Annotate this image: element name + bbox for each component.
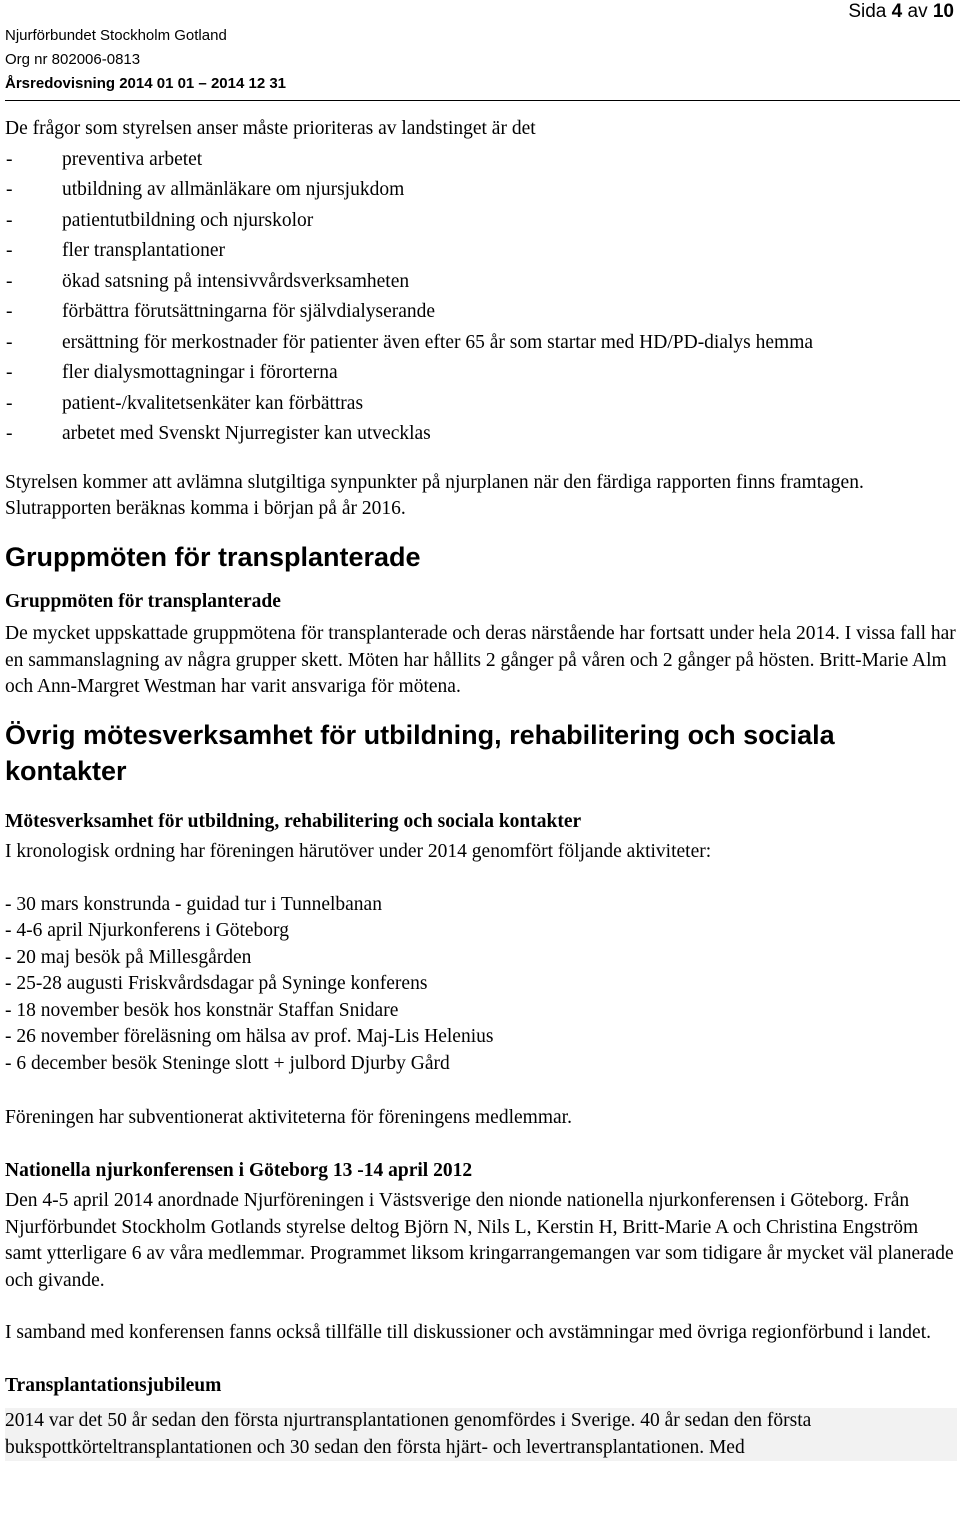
list-item: - fler dialysmottagningar i förorterna bbox=[6, 362, 338, 383]
subheading-conference: Nationella njurkonferensen i Göteborg 13 -14 april 2012 bbox=[5, 1159, 473, 1181]
page-separator: av bbox=[907, 1, 928, 22]
header-divider bbox=[5, 100, 960, 101]
list-item: - preventiva arbetet bbox=[6, 148, 203, 170]
document-body bbox=[5, 114, 957, 1461]
list-item: - 20 maj besök på Millesgården bbox=[5, 946, 252, 968]
activities-list bbox=[5, 892, 957, 1078]
priorities-intro: De frågor som styrelsen anser måste prioriteras av landstinget är det bbox=[5, 118, 536, 139]
subheading-other-meetings: Mötesverksamhet för utbildning, rehabilitering och sociala kontakter bbox=[5, 810, 582, 832]
page-header bbox=[5, 24, 286, 96]
list-item: - 26 november föreläsning om hälsa av prof. Maj-Lis Helenius bbox=[5, 1026, 494, 1047]
priorities-list bbox=[5, 145, 957, 450]
list-item: - 4-6 april Njurkonferens i Göteborg bbox=[5, 920, 289, 941]
list-item: - 6 december besök Steninge slott + julbord Djurby Gård bbox=[5, 1052, 450, 1074]
subheading-group-meetings: Gruppmöten för transplanterade bbox=[5, 590, 281, 612]
section-heading-group-meetings: Gruppmöten för transplanterade bbox=[5, 541, 421, 572]
section-heading-other-meetings: Övrig mötesverksamhet för utbildning, rehabilitering och sociala kontakter bbox=[5, 719, 835, 786]
priorities-conclusion: Styrelsen kommer att avlämna slutgiltiga synpunkter på njurplanen när den färdiga rapporten finns framtagen. Slutrapporten beräknas komma i början på år 2016. bbox=[5, 471, 864, 519]
list-item: - patientutbildning och njurskolor bbox=[6, 209, 314, 231]
list-item: - fler transplantationer bbox=[6, 240, 225, 261]
page-total: 10 bbox=[932, 1, 954, 22]
list-item: - arbetet med Svenskt Njurregister kan utvecklas bbox=[6, 423, 431, 444]
conference-text: Den 4-5 april 2014 anordnade Njurföreningen i Västsverige den nionde nationella njurkonferensen i Göteborg. Från Njurförbundet Stockholm Gotlands styrelse deltog Björn N, Nils L, Kerstin H, Britt-Marie A och Christina Engström samt ytterligare 6 av våra medlemmar. Programmet liksom kringarrangemangen var som tidigare år mycket väl planerade och givande. bbox=[5, 1190, 954, 1291]
list-item: - 25-28 augusti Friskvårdsdagar på Syninge konferens bbox=[5, 973, 428, 994]
page-number bbox=[848, 0, 954, 24]
page-current: 4 bbox=[891, 1, 903, 22]
list-item: - ökad satsning på intensivvårdsverksamheten bbox=[6, 270, 410, 292]
list-item: - förbättra förutsättningarna för självdialyserande bbox=[6, 301, 436, 322]
report-period: Årsredovisning 2014 01 01 – 2014 12 31 bbox=[5, 75, 287, 92]
list-item: - ersättning för merkostnader för patienter även efter 65 år som startar med HD/PD-dialys hemma bbox=[6, 331, 814, 353]
activities-intro: I kronologisk ordning har föreningen härutöver under 2014 genomfört följande aktiviteter: bbox=[5, 841, 712, 862]
subsidy-text: Föreningen har subventionerat aktiviteterna för föreningens medlemmar. bbox=[5, 1107, 572, 1128]
group-meetings-text: De mycket uppskattade gruppmötena för transplanterade och deras närstående har fortsatt under hela 2014. I vissa fall har en sammanslagning av några grupper skett. Möten har hållits 2 gånger på våren och 2 gånger på hösten. Britt-Marie Alm och Ann-Margret Westman har varit ansvariga för mötena. bbox=[5, 623, 956, 697]
list-item: - 18 november besök hos konstnär Staffan Snidare bbox=[5, 999, 399, 1021]
list-item: - 30 mars konstrunda - guidad tur i Tunnelbanan bbox=[5, 893, 382, 915]
list-item: - utbildning av allmänläkare om njursjukdom bbox=[6, 179, 405, 200]
subheading-jubilee: Transplantationsjubileum bbox=[5, 1374, 222, 1396]
org-number: Org nr 802006-0813 bbox=[5, 51, 141, 68]
jubilee-text: 2014 var det 50 år sedan den första njurtransplantationen genomfördes i Sverige. 40 år sedan den första bukspottkörteltransplantationen och 30 sedan den första hjärt- och levertransplantationen. Med bbox=[5, 1408, 957, 1461]
org-name: Njurförbundet Stockholm Gotland bbox=[5, 27, 227, 44]
page-prefix: Sida bbox=[848, 1, 887, 22]
conference-text-2: I samband med konferensen fanns också tillfälle till diskussioner och avstämningar med övriga regionförbund i landet. bbox=[5, 1322, 932, 1343]
list-item: - patient-/kvalitetsenkäter kan förbättras bbox=[6, 392, 364, 414]
